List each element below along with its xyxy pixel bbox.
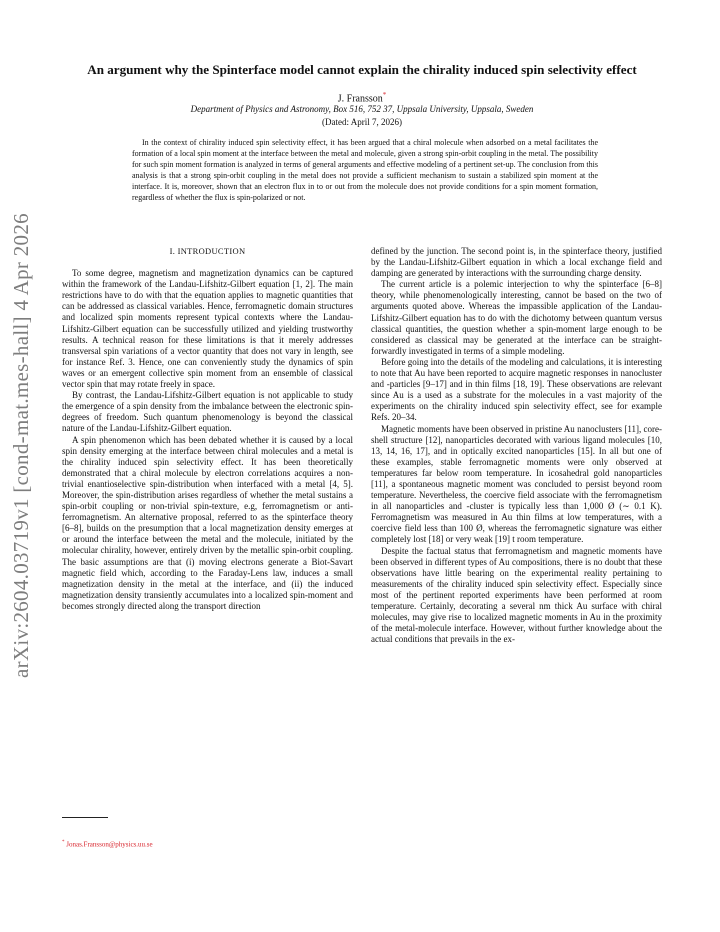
paragraph: defined by the junction. The second point is, in the spinterface theory, justified by the Landau-Lifshitz-Gilbert equation in which a local exchange field and damping are generated by interactions with the surrounding charge density. [371,246,662,279]
footnote-email-link[interactable]: Jonas.Fransson@physics.uu.se [66,840,153,849]
footnote-mark: * [62,840,65,845]
paragraph: Before going into the details of the modeling and calculations, it is interesting to note that Au have been reported to acquire magnetic responses in nanocluster and -particles [9–17] and in thin films [18, 19]. These observations are relevant since Au is a used as a substrate for the molecules in a vast majority of the experiments on the chirality induced spin selectivity effect, see for example Refs. 20–34. [371,356,662,423]
date-line: (Dated: April 7, 2026) [322,117,402,127]
right-column [371,246,662,645]
paragraph: A spin phenomenon which has been debated whether it is caused by a local spin density emerging at the interface between chiral molecules and a metal is the chirality induced spin selectivity effect. It has been theoretically demonstrated that a chiral molecule by electron correlations acquires a non-trivial enantioselective spin-distribution when interfaced with a metal [4, 5]. Moreover, the spin-distribution arises regardless of whether the metal sustains a spin-orbit coupling or non-trivial spin-texture, e.g, ferromagnetism or anti-ferromagnetism. An alternative proposal, referred to as the spinterface theory [6–8], builds on the presumption that a local magnetization density emerges at or around the interface between the metal and the molecule, initiated by the molecular chirality, however, entirely driven by the metallic spin-orbit coupling. The basic assumptions are that (i) moving electrons generate a Biot-Savart magnetic field which, according to the Faraday-Lens law, induces a small magnetization density in the metal at the interface, and (ii) the induced magnetization density transiently accumulates into a localized spin-moment and becomes strongly directed along the transport direction [62,434,353,611]
paper-title: An argument why the Spinterface model cannot explain the chirality induced spin selectivity effect [87,62,637,77]
abstract: In the context of chirality induced spin selectivity effect, it has been argued that a chiral molecule when adsorbed on a metal facilitates the formation of a local spin moment at the interface between the metal and molecule, given a strong spin-orbit coupling in the metal. The possibility for such spin moment formation is analyzed in terms of general arguments and effective modeling of a pertinent set-up. The conclusion from this analysis is that a strong spin-orbit coupling in the metal does not provide a sufficient mechanism to sustain a stabilized spin moment at the interface. It is, moreover, shown that an electron flux in to or out from the molecule does not provide conditions for a spin moment formation, regardless of whether the flux is spin-polarized or not. [132,138,598,202]
footnote [62,840,153,848]
author-line [40,91,684,104]
author-name: J. Fransson [337,93,383,105]
paragraph: To some degree, magnetism and magnetization dynamics can be captured within the framework of the Landau-Lifshitz-Gilbert equation [1, 2]. The main restrictions have to do with that the equation applies to magnetic quantities that can be addressed as classical variables. Hence, ferromagnetic domain structures and localized spin moments represent typical contexts where the Landau-Lifshitz-Gilbert equation can be successfully utilized and yielding trustworthy results. A technical reason for these limitations is that it merely addresses transversal spin variations of a vector quantity that does not vary in length, see for instance Ref. 3. Hence, one can conveniently study the dynamics of spin waves or an emergent collective spin moment from an ensemble of classical vector spin that may rotate freely in space. [62,268,353,390]
paragraph: The current article is a polemic interjection to why the spinterface [6–8] theory, while phenomenologically interesting, cannot be based on the two of arguments quoted above. Whereas the impassible application of the Landau-Lifshitz-Gilbert equation has to do with the dichotomy between quantum versus classical quantities, the question whether a spin-moment large enough to be considered as classical may be generated at the interface can be straight-forwardly investigated in terms of a simple modeling. [371,279,662,356]
author-footnote-mark[interactable]: * [382,91,387,99]
footnote-rule [62,817,108,818]
paragraph: Magnetic moments have been observed in pristine Au nanoclusters [11], core-shell structure [12], nanoparticles decorated with various ligand molecules [10, 13, 14, 16, 17], and in optically excited nanoparticles [15]. In all but one of these examples, stable ferromagnetic moments were only observed at temperatures far below room temperature. In icosahedral gold nanoparticles [11], a spontaneous magnetic moment was concluded to persist beyond room temperature. Nevertheless, the coercive field associate with the ferromagnetism in all nanoparticles and -cluster is typically less than 1,000 Ø (∼ 0.1 K). Ferromagnetism was measured in Au thin films at low temperatures, with a coercive field less than 100 Ø, whereas the ferromagnetic signature was either completely lost [18] or very weak [19] t room temperature. [371,423,662,545]
paragraph: Despite the factual status that ferromagnetism and magnetic moments have been observed in different types of Au compositions, there is no doubt that these observations have little bearing on the experimental reality pertaining to measurements of the chirality induced spin selectivity effect. Especially since most of the pertinent reported experiments have been performed at room temperature. Certainly, decorating a several nm thick Au surface with chiral molecules, may give rise to localized magnetic moments in Au in the proximity of the metal-molecule interface. However, without further knowledge about the actual conditions that prevails in the ex- [371,545,662,645]
section-heading: I. INTRODUCTION [169,246,246,256]
arxiv-identifier[interactable]: arXiv:2604.03719v1 [cond-mat.mes-hall] 4 Apr 2026 [9,213,33,678]
left-column [62,246,353,612]
paragraph: By contrast, the Landau-Lifshitz-Gilbert equation is not applicable to study the emergence of a spin density from the imbalance between the electronic spin-degrees of freedom. Such quantum phenomenology is beyond the classical nature of the Landau-Lifshitz-Gilbert equation. [62,390,353,434]
affiliation: Department of Physics and Astronomy, Box 516, 752 37, Uppsala University, Uppsala, Sweden [190,104,534,114]
